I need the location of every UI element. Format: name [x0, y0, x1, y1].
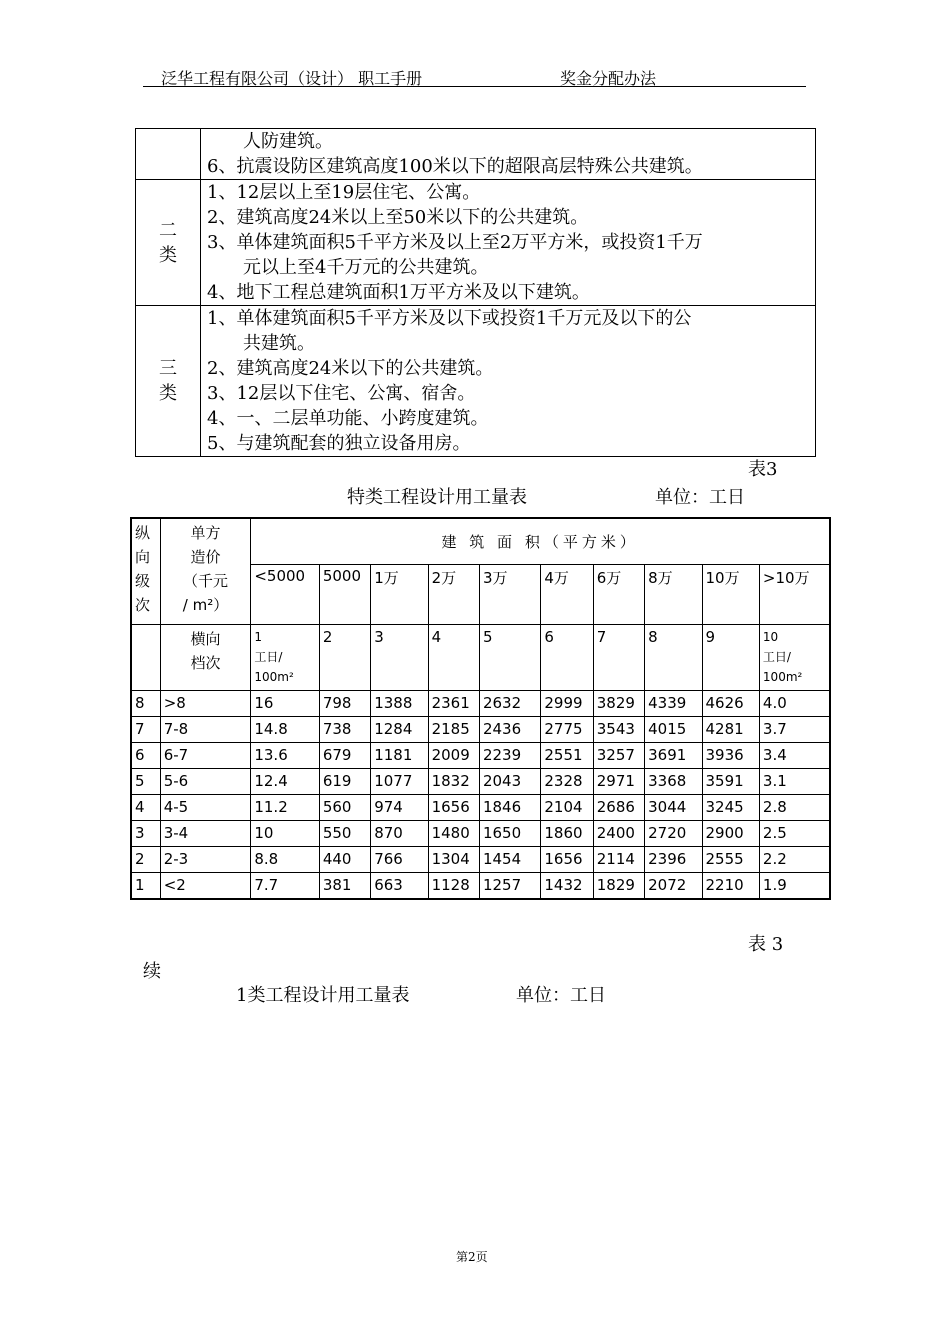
value-cell: 16	[251, 690, 319, 716]
area-column-header: 3万	[479, 564, 540, 624]
grade-cell: 3	[131, 820, 160, 846]
area-column-header: >10万	[759, 564, 830, 624]
area-column-header: 2万	[428, 564, 479, 624]
value-cell: 1181	[371, 742, 428, 768]
class-category: 三 类	[136, 306, 201, 457]
value-cell: 4.0	[759, 690, 830, 716]
table-row	[131, 716, 830, 742]
value-cell: 2104	[541, 794, 593, 820]
value-cell: 2009	[428, 742, 479, 768]
value-cell: 1656	[428, 794, 479, 820]
grade-cell: 5	[131, 768, 160, 794]
value-cell: 2551	[541, 742, 593, 768]
grade-cell: 6	[131, 742, 160, 768]
value-cell: 679	[319, 742, 370, 768]
class-line: 3、12层以下住宅、公寓、宿舍。	[207, 383, 476, 404]
cost-range-cell: 7-8	[160, 716, 251, 742]
value-cell: 8.8	[251, 846, 319, 872]
value-cell: 10	[251, 820, 319, 846]
level-cell: 6	[541, 624, 593, 690]
class-line: 4、一、二层单功能、小跨度建筑。	[207, 408, 489, 429]
value-cell: 4281	[702, 716, 759, 742]
value-cell: 2.8	[759, 794, 830, 820]
level-cell: 2	[319, 624, 370, 690]
cost-range-cell: >8	[160, 690, 251, 716]
value-cell: 1.9	[759, 872, 830, 899]
class-line: 6、抗震设防区建筑高度100米以下的超限高层特殊公共建筑。	[207, 156, 703, 177]
class-row	[136, 306, 816, 457]
value-cell: 2720	[645, 820, 702, 846]
header-company: 泛华工程有限公司（设计） 职工手册	[161, 69, 423, 88]
value-cell: 798	[319, 690, 370, 716]
value-cell: 3.7	[759, 716, 830, 742]
value-cell: 2185	[428, 716, 479, 742]
grade-cell: 1	[131, 872, 160, 899]
page-header	[143, 64, 806, 87]
value-cell: 1829	[593, 872, 644, 899]
value-cell: 1650	[479, 820, 540, 846]
value-cell: 2043	[479, 768, 540, 794]
classification-table	[135, 128, 816, 457]
value-cell: 3044	[645, 794, 702, 820]
area-column-header: 4万	[541, 564, 593, 624]
value-cell: 2.2	[759, 846, 830, 872]
value-cell: 2999	[541, 690, 593, 716]
area-column-header: 10万	[702, 564, 759, 624]
value-cell: 3368	[645, 768, 702, 794]
area-column-header: 8万	[645, 564, 702, 624]
class-line: 人防建筑。	[243, 131, 333, 152]
value-cell: 3543	[593, 716, 644, 742]
class-line: 1、12层以上至19层住宅、公寓。	[207, 182, 481, 203]
value-cell: 3257	[593, 742, 644, 768]
level-cell: 4	[428, 624, 479, 690]
table3-label: 表3	[748, 459, 778, 480]
table3-unit: 单位：工日	[655, 487, 745, 508]
value-cell: 2328	[541, 768, 593, 794]
value-cell: 560	[319, 794, 370, 820]
blank-cell	[131, 624, 160, 690]
unit-cost-header: 单方 造价 （千元 / m²）	[160, 518, 251, 624]
value-cell: 3245	[702, 794, 759, 820]
building-area-header: 建 筑 面 积（平方米）	[251, 518, 830, 564]
value-cell: 738	[319, 716, 370, 742]
level-cell: 5	[479, 624, 540, 690]
special-class-workload-table	[130, 517, 831, 900]
value-cell: 2072	[645, 872, 702, 899]
table-class1-title: 1类工程设计用工量表	[236, 985, 410, 1006]
value-cell: 1388	[371, 690, 428, 716]
level-cell: 3	[371, 624, 428, 690]
value-cell: 381	[319, 872, 370, 899]
value-cell: 1656	[541, 846, 593, 872]
grade-cell: 7	[131, 716, 160, 742]
header-section: 奖金分配办法	[560, 69, 657, 88]
value-cell: 1432	[541, 872, 593, 899]
cost-range-cell: 4-5	[160, 794, 251, 820]
class-line: 3、单体建筑面积5千平方米及以上至2万平方米，或投资1千万	[207, 232, 703, 253]
class-line: 共建筑。	[243, 333, 315, 354]
class-row	[136, 129, 816, 180]
value-cell: 1832	[428, 768, 479, 794]
value-cell: 440	[319, 846, 370, 872]
grade-cell: 2	[131, 846, 160, 872]
value-cell: 1257	[479, 872, 540, 899]
table-row	[131, 820, 830, 846]
cost-range-cell: 3-4	[160, 820, 251, 846]
cost-range-cell: 6-7	[160, 742, 251, 768]
value-cell: 550	[319, 820, 370, 846]
value-cell: 1304	[428, 846, 479, 872]
value-cell: 4339	[645, 690, 702, 716]
class-line: 5、与建筑配套的独立设备用房。	[207, 433, 471, 454]
value-cell: 3936	[702, 742, 759, 768]
grade-cell: 8	[131, 690, 160, 716]
area-column-header: <5000	[251, 564, 319, 624]
value-cell: 1128	[428, 872, 479, 899]
value-cell: 1454	[479, 846, 540, 872]
class-line: 2、建筑高度24米以下的公共建筑。	[207, 358, 494, 379]
value-cell: 11.2	[251, 794, 319, 820]
value-cell: 14.8	[251, 716, 319, 742]
table-row	[131, 690, 830, 716]
cost-range-cell: 5-6	[160, 768, 251, 794]
continued-label: 表 3	[748, 934, 784, 955]
value-cell: 12.4	[251, 768, 319, 794]
value-cell: 3.4	[759, 742, 830, 768]
class-line: 1、单体建筑面积5千平方米及以下或投资1千万元及以下的公	[207, 308, 692, 329]
value-cell: 619	[319, 768, 370, 794]
value-cell: 13.6	[251, 742, 319, 768]
table-row	[131, 742, 830, 768]
value-cell: 663	[371, 872, 428, 899]
cost-range-cell: <2	[160, 872, 251, 899]
continued-suffix: 续	[143, 961, 161, 982]
value-cell: 3.1	[759, 768, 830, 794]
class-line: 2、建筑高度24米以上至50米以下的公共建筑。	[207, 207, 589, 228]
table-row	[131, 872, 830, 899]
value-cell: 2900	[702, 820, 759, 846]
cost-range-cell: 2-3	[160, 846, 251, 872]
value-cell: 2436	[479, 716, 540, 742]
value-cell: 2971	[593, 768, 644, 794]
area-column-header: 6万	[593, 564, 644, 624]
value-cell: 1284	[371, 716, 428, 742]
table-row	[131, 846, 830, 872]
class-description	[201, 180, 816, 306]
value-cell: 1077	[371, 768, 428, 794]
level-cell: 10 工日/ 100m²	[759, 624, 830, 690]
vertical-grade-header: 纵 向 级 次	[131, 518, 160, 624]
area-column-header: 5000	[319, 564, 370, 624]
class-category	[136, 129, 201, 180]
value-cell: 2555	[702, 846, 759, 872]
value-cell: 2396	[645, 846, 702, 872]
value-cell: 2361	[428, 690, 479, 716]
table3-title: 特类工程设计用工量表	[347, 487, 527, 508]
value-cell: 4626	[702, 690, 759, 716]
page-number: 第2页	[456, 1250, 488, 1264]
level-cell: 7	[593, 624, 644, 690]
value-cell: 974	[371, 794, 428, 820]
value-cell: 2.5	[759, 820, 830, 846]
value-cell: 3591	[702, 768, 759, 794]
value-cell: 2239	[479, 742, 540, 768]
level-cell: 1 工日/ 100m²	[251, 624, 319, 690]
class-line: 元以上至4千万元的公共建筑。	[243, 257, 489, 278]
value-cell: 1860	[541, 820, 593, 846]
value-cell: 2686	[593, 794, 644, 820]
table-row	[131, 768, 830, 794]
value-cell: 766	[371, 846, 428, 872]
value-cell: 2775	[541, 716, 593, 742]
level-cell: 9	[702, 624, 759, 690]
class-category: 二 类	[136, 180, 201, 306]
value-cell: 1846	[479, 794, 540, 820]
area-column-header: 1万	[371, 564, 428, 624]
value-cell: 2114	[593, 846, 644, 872]
value-cell: 2400	[593, 820, 644, 846]
value-cell: 3829	[593, 690, 644, 716]
value-cell: 870	[371, 820, 428, 846]
horizontal-level-header: 横向 档次	[160, 624, 251, 690]
class-line: 4、地下工程总建筑面积1万平方米及以下建筑。	[207, 282, 590, 303]
value-cell: 7.7	[251, 872, 319, 899]
class-row	[136, 180, 816, 306]
value-cell: 1480	[428, 820, 479, 846]
value-cell: 4015	[645, 716, 702, 742]
table-row	[131, 794, 830, 820]
value-cell: 2210	[702, 872, 759, 899]
class-description	[201, 129, 816, 180]
grade-cell: 4	[131, 794, 160, 820]
value-cell: 3691	[645, 742, 702, 768]
table-class1-unit: 单位：工日	[516, 985, 606, 1006]
class-description	[201, 306, 816, 457]
level-cell: 8	[645, 624, 702, 690]
value-cell: 2632	[479, 690, 540, 716]
